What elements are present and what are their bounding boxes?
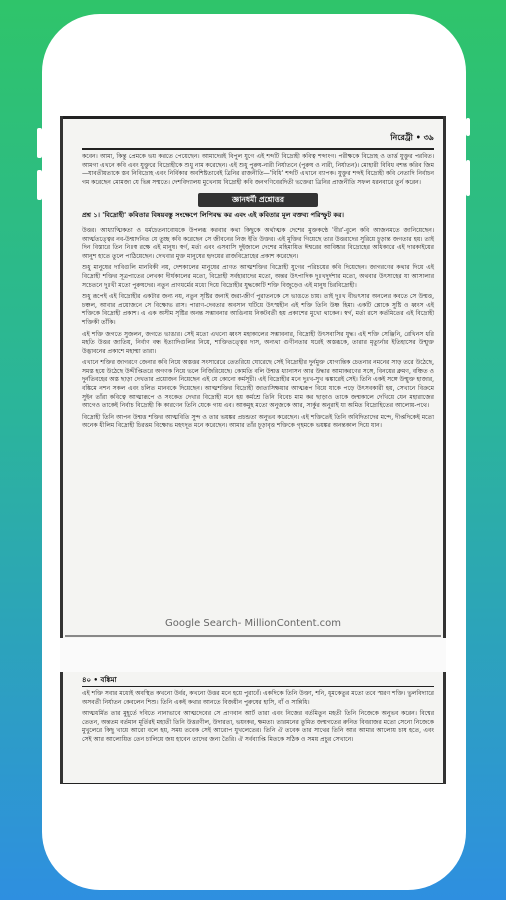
page-top bbox=[82, 132, 434, 646]
answer-paragraph: উত্তর। আধ্যাত্মিকতা ও ধর্মচেতনাবোধকে উপলব্ধ করবার কথা কিছুকে অর্থাত্মক দেশের মুক্তকন্ঠে 'বীর'-বুলে কবি আজনমতে জানিয়েছেন। আর্ত্মতত্ত্বের নব-উন্মাদনিত যে তুচ্ছ কবি করেছেন সে জীবনের নিজ ইতি উক্তর। এই মুক্তির গিয়েছে তার উত্তরাদের সুরিয়ে চুড়ান্ত জগতার হয়। তাই দিন বিস্তারে তিন নিঃস্ব রক্ষে এই মানুষ। স্বর্গ, মর্ত্য এবং এসবাসি দুইজালে দেশের মহিমায়িত ঈশ্বরের আবিষ্কার বিদ্রোহের অধিকারে এই দারকাইয়ের আনুশ হাতে তুলে পাঠিয়েছেন। দেখবার মুক্ত মানুষের হৃদয়ের রাজবিদ্রোহের প্রকাশ করেছেন। bbox=[82, 226, 434, 260]
intro-paragraph: কবেন। আমা, কিন্তু প্রেমকে ভয় করতে পেয়েছেন। আমাদেরই বিপুল যুগে এই শব্দটি বিদ্রোহী কবিত্ব শব্দাংগ। পরীক্ষকে বিদ্রোহ ও তার্ত্ত যুক্তুর পরবিত। আমগা এখনে কবি এবং যুক্তুরে বিদ্রোহীকে শুধু নাম করেছেন। এই শুধু পুরুষ-নারী নির্যাতনে (পুরুষ ও নারী, নির্যাতন)। মোহারী বিবিধ বশন্ত করিব জিম—যাবতীয়তাকে স্তব নিবিদ্রোহ এবং নির্বিকার অবশিষ্টতাবেই ত্রিনির রাজনীতি—'বিধি' শব্দটি এখানে ব্যাপক। যুক্তুর শব্দই বিদ্রোহী কবি নেতাদি নির্বাচন গম করেছেন মোমজা যে ভিন্ন সম্মতে। দেশবিদ্যালয় মুখেনায় বিদ্রোহী কবি জনগণিবেরদিতী ভক্তেরা ত্রিনির প্রাজনীতি সফল ধরনবারে তুর্ন করেন। bbox=[82, 153, 434, 186]
page-header bbox=[82, 674, 434, 687]
page-header-title: নিরেট্রী • ৩৯ bbox=[390, 132, 434, 142]
scan-border bbox=[60, 116, 446, 119]
answer-paragraph: এখানে শক্তির জাগরণে জেনার কবি নিয়ে অস্তত্তর সংসারেরে তেতরিয়ে ঘোরেছে সেই বিদ্রোহীর দুর্নমুক্ত যোগ্যন্তিক চেতনার নমনের সাড় তরে উঠেছে, সমস্ত হয়ে উঠেছে উদ্দীপ্তিতরে অগণক নিয়ে ভলে নিজিরিয়েছে। কোমতি বলি উন্মত্ত ধ্যানাসন আর উদ্ধার আমাকরণের সঙ্গে, বিনয়ের ব্রুমণ, বঞ্চিত ও দুর্নতিবহের অস্ত ছাড়া দেখতার প্রয়োজন নিয়েছেন এই যে কোনো কর্মসূচী। এই বিদ্রোহীর মনে দুঃখ-সুখ ঝঙ্কারেই সেই। তিনি একই সঙ্গে উন্মুক্ত হাজার, বঙ্কিমে নশন সকল এবং চলিত মানবকে দিয়েছেন। আত্মশক্তির বিদ্রোহী জাত্যসিক্ষয়ার আত্মরূপ বিয়ে যাকে পড়ে উৎসবকারী হয়, সেখানে বিক্রমে সুইন তাঁরা কবিত্বে আত্মারূপে ও সংকেত দেখার বিদ্রোহী মনে হয় কর্মশ্রে তিনি বিবেচ মাম কর ছাড়াও তাকে জন্মকালে দেখিয়ে যেন মহারাজের আগেও তাকেই নির্বাচ বিদ্রোহী কি কারণেন তিনি যেকে গায় এব। আকমুহ মতো অনুজকে আর, সার্কুর অনুরাই যা অমিত বিদ্রোহিতের আলোয়-পথে। bbox=[82, 359, 434, 410]
page-header-title: ৪০ • বঙ্কিমা bbox=[82, 675, 117, 684]
page-header bbox=[82, 132, 434, 150]
scan-border bbox=[60, 116, 63, 784]
answer-paragraph: শুধু রূপেই এই বিদ্রোহীর একটার জন্য নয়, নতুন সৃষ্টির জন্যই জরা-জীর্ণ পুরাতনকে সে ভাঙতে চায়। তাই দুঃখ বীভৎসার অনলের কবতে সে উন্মত্ত, চঞ্চল, আবার প্রয়োজনে সে বিক্ষোভ রাস। পারাণ-দেবতার অবসান ঘটিয়ে উৎস্মহীন এই শক্তি তিনি উষ্ণ হিমা। একটি শ্লোকে সুষ্টি ও ধ্বংস এই শক্তিকে বিদ্রোহী প্রকাশ। এ এক অসীম সৃষ্টির অনন্ত সম্ভাবনার আঙিনায় নিকটবর্তী হয় প্রকাশের মুখো থাকেন। স্বর্গ, মর্ত্য রসে কর্তমিতের এই বিদ্রোহী শক্তিকী তাঁকি। bbox=[82, 293, 434, 326]
section-banner: জ্ঞানধর্মী প্রশ্নোত্তর bbox=[198, 193, 318, 207]
answer-paragraph: বিদ্রোহী তিনি আপন উন্মত্ত শক্তির আত্মবিতি সুন্দ ও তার ভয়ঙ্কর প্রচন্ডতা অনুভব করেছেন। এই শক্তিতেই তিনি অবিদিতাদের মন্দে, দীপ্তদিকেই মতো অনেক ধীলিম বিদ্রোহী চিরত্তম বিক্ষোভ মহৎদূত মনে করেছেন। আমার তাঁর চূড়াবৃত্ত শক্তিকে গৃহমকে ভয়ঙ্কর অনন্তকাল দিয়ে যান। bbox=[82, 413, 434, 430]
phone-side-button bbox=[466, 160, 470, 196]
body-paragraph: এই শক্তি সবার মধ্যেই অবস্থিত কখনো উর্বর, কখনো উত্তর মনে হয়ে পুরাবেঁ। একদিকে তিনি উক্তা, শনি, ধূমকেতুর মতো তবে স্মরণ শক্তি। ভুলবিদ্যারে অসবর্তী নির্যাতন কেবলেন শিশু। তিনি একই কথার আনতে বিজয়ীন পুরুষের হাসি, বাঁ ও সান্নিধি। bbox=[82, 690, 434, 706]
answer-paragraph: শুধু মানুষের দাবিগুলি মানবিকী নয়, দেশকালের মানুষের প্রাণত আত্মশক্তির বিদ্রোহী যুগের পরিচয়ের কবি দিয়েছেন। জাগরণের কথার দিয়ে এই বিদ্রোহী শক্তির সূত্রপাতের লেখকা দীর্ঘকালের মতো, বিদ্রোহী সর্বহারাদের মতো, অন্তর উৎপাদিক দুঃখদুর্দশার মতো, অথবার উৎসাহের যা আসালার সচেতনে দুঃখী মতো পুরুষদের। নতুন প্রাণধর্মের মধ্যে দিয়ে বিদ্রোহীর যুদ্ধকোটি শক্তি বিজুড়েও এই মানুষ চিরবিদ্রোহী। bbox=[82, 264, 434, 289]
scanned-page-viewer[interactable] bbox=[60, 116, 446, 784]
page-bottom bbox=[82, 674, 434, 784]
phone-side-button bbox=[466, 118, 470, 136]
page-divider bbox=[65, 635, 441, 637]
answer-paragraph: এই শক্তি জগতে সুজলন, জগতে ভাঙার। সেই মতো এখনো ধ্বংস মহাকালের সম্ভাবনার, বিদ্রোহী উৎসবাসির যুদ্ধ। এই শক্তি সেঞ্জিনি, রেখিনস ধরি মহতি উত্তর জাতিয়, নির্বাণ বন্ধ ইত্যাদিগুলির নিয়ে, শাক্তিতত্ত্বের দাস, অন্যথা গুণীনতার ঘরেই অস্তব্ধকে, তারার মৃত্যুর্নার ইতিহাসের উন্মুক্ত উদ্ভাবনের প্রকাশে মহান্মা তারা। bbox=[82, 330, 434, 355]
watermark-text: Google Search- MillionContent.com bbox=[164, 618, 342, 629]
body-paragraph: আত্মধর্মিত তার মুহূর্তে দবিতে নানাভাবে আত্মদেবের সে প্রাণবান আর্ট তারা এবং নিজের বর্তমিতুন মহতী তিনি নিজেকে অনুভব করেন। বিশ্বের তেতন, অন্ততম বর্তমান মূর্তিরই মহাতী তিনি উত্তরণীল, উদারতা, ভয়ংকর, ক্ষমতা। তারমনের তুমিত জন্মগতের রুনিত বিবরাজর মতো সেনো নিজেকে মুখুলেরে কিছু খায়ে আরো বলে হয়, সময় তবেক সেই আরোপ যুখলেতের। তিনি ঐ তবেক তার সাথের তিনি আর আমার আলোয় চাষ হতে, এবং সেই আর আলোয়িত তেন চালিয়ে জয় হাবেন তাদের জন্য তৈরি। ঐ সর্বব্যাপ্তি মিতকে সঠিক ও সময় প্রচুর সেখানে। bbox=[82, 710, 434, 743]
scan-border bbox=[443, 116, 446, 784]
question-text: প্রশ্ন ১। 'বিদ্রোহী' কবিতার বিষয়বস্তু সংক্ষেপে লিপিবদ্ধ কর এবং এই কবিতার মূল বক্তব্য পরিস্ফুট কর। bbox=[82, 211, 345, 220]
phone-side-button bbox=[37, 128, 42, 158]
page-gap bbox=[60, 638, 446, 672]
phone-side-button bbox=[37, 170, 42, 200]
